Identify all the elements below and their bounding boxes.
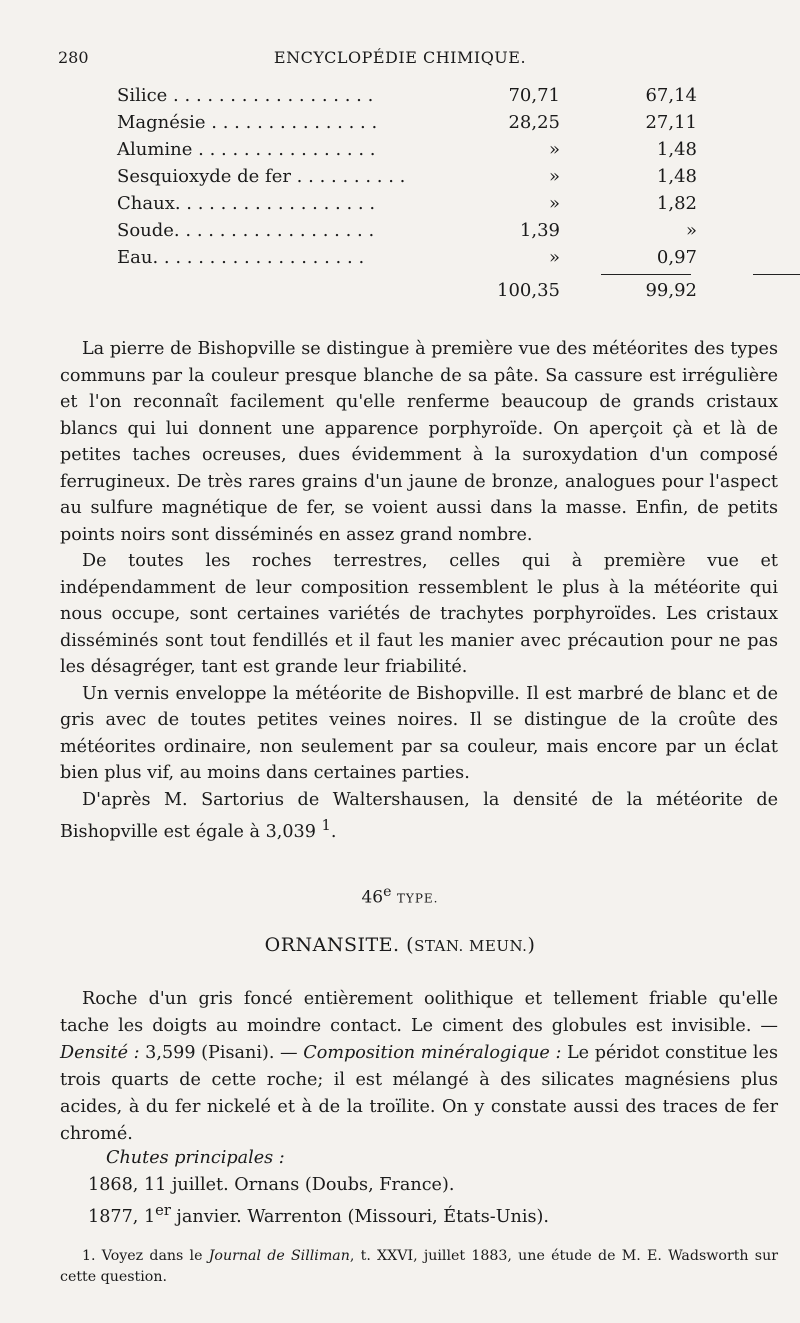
page-header [58, 48, 742, 70]
section-main: ORNANSITE. [264, 934, 400, 956]
list-item: 1868, 11 juillet. Ornans (Doubs, France). [88, 1174, 455, 1195]
section-paren-open: ( [406, 934, 415, 956]
journal-title: Journal de Silliman [208, 1248, 350, 1264]
paragraph: De toutes les roches terrestres, celles qui à première vue et indépendamment de leur composition ressemblent le plus à la météorite qui nous occupe, sont certaines variétés de trachytes porphyroïdes. Les cristaux disséminés sont tout fendillés et il faut les manier avec précaution pour ne pas les désagréger, tant est grande leur friabilité. [60, 551, 778, 677]
row-value-2: 0,97 [656, 247, 697, 268]
row-label: Soude. . . . . . . . . . . . . . . . . . [117, 220, 375, 241]
row-label: Magnésie . . . . . . . . . . . . . . . [117, 112, 378, 133]
row-value-2: 27,11 [645, 112, 697, 133]
row-value-1: » [548, 139, 560, 160]
row-value-1: 1,39 [519, 220, 560, 241]
row-label: Eau. . . . . . . . . . . . . . . . . . . [117, 247, 365, 268]
sum-rule [601, 274, 691, 275]
section-author: STAN. MEUN. [414, 937, 528, 955]
total-value-1: 100,35 [497, 280, 560, 301]
row-value-2: 1,82 [656, 193, 697, 214]
list-item [88, 1198, 549, 1230]
table-row [117, 82, 697, 109]
table-row [117, 244, 697, 271]
row-label: Alumine . . . . . . . . . . . . . . . . [117, 139, 376, 160]
footnote-marker[interactable]: 1 [321, 817, 331, 834]
composition-label: Composition minéralogique : [303, 1043, 562, 1063]
type-word: TYPE. [396, 891, 439, 906]
type-number: 46 [361, 887, 384, 908]
table-row [117, 217, 697, 244]
row-value-1: 70,71 [508, 85, 560, 106]
table-row [117, 109, 697, 136]
footnote [60, 1246, 778, 1288]
row-label: Chaux. . . . . . . . . . . . . . . . . . [117, 193, 376, 214]
page-number: 280 [58, 48, 89, 67]
row-value-2: 67,14 [645, 85, 697, 106]
chutes-title: Chutes principales : [106, 1148, 285, 1168]
footnote-post: , t. XXVI, juillet 1883, une étude de M. E. Wadsworth sur cette question. [60, 1248, 778, 1285]
body-text [60, 336, 778, 845]
row-value-2: 1,48 [656, 166, 697, 187]
row-value-1: » [548, 166, 560, 187]
item-post: janvier. Warrenton (Missouri, États-Unis). [170, 1206, 549, 1227]
sum-rule [753, 274, 800, 275]
densite-label: Densité : [60, 1043, 140, 1063]
section-title [0, 934, 800, 956]
row-value-1: » [548, 247, 560, 268]
row-value-2: 1,48 [656, 139, 697, 160]
table-row [117, 163, 697, 190]
analysis-table [117, 82, 697, 304]
row-label: Silice . . . . . . . . . . . . . . . . . . [117, 85, 374, 106]
row-value-2: » [685, 220, 697, 241]
paragraph: Un vernis enveloppe la météorite de Bishopville. Il est marbré de blanc et de gris avec de toutes petites veines noires. Il se distingue de la croûte des météorites ordinaire, non seulement par sa couleur, mais encore par un éclat bien plus vif, au moins dans certaines parties. [60, 683, 778, 783]
section-paren-close: ) [527, 934, 536, 956]
type-heading [0, 884, 800, 908]
paragraph-text: D'après M. Sartorius de Waltershausen, la densité de la météorite de Bishopville est égale à 3,039 [60, 789, 778, 842]
description [60, 986, 778, 1148]
type-number-sup: e [383, 884, 392, 900]
row-value-1: » [548, 193, 560, 214]
table-row [117, 136, 697, 163]
total-value-2: 99,92 [645, 280, 697, 301]
row-label: Sesquioxyde de fer . . . . . . . . . . [117, 166, 406, 187]
desc-text: Le péridot constitue les trois quarts de cette roche; il est mélangé à des silicates magnésiens plus acides, à du fer nickelé et à de la troïlite. On y constate aussi des traces de fer chromé. [60, 1043, 778, 1144]
footnote-text [60, 1246, 778, 1288]
paragraph [60, 986, 778, 1148]
paragraph: La pierre de Bishopville se distingue à première vue des météorites des types communs par la couleur presque blanche de sa pâte. Sa cassure est irrégulière et l'on reconnaît facilement qu'elle renferme beaucoup de grands cristaux blancs qui lui donnent une apparence porphyroïde. On aperçoit çà et là de petites taches ocreuses, dues évidemment à la suroxydation d'un composé ferrugineux. De très rares grains d'un jaune de bronze, analogues pour l'aspect au sulfure magnétique de fer, se voient aussi dans la masse. Enfin, de petits points noirs sont disséminés en assez grand nombre. [60, 339, 778, 545]
total-row [117, 277, 697, 304]
chutes-list [88, 1145, 549, 1230]
table-row [117, 190, 697, 217]
paragraph: D'après M. Sartorius de Waltershausen, la densité de la météorite de Bishopville est égale à 3,039 $^1$. [60, 789, 778, 842]
item-pre: 1877, 1 [88, 1206, 156, 1227]
densite-value: 3,599 (Pisani). — [139, 1043, 304, 1063]
desc-text: Roche d'un gris foncé entièrement oolithique et tellement friable qu'elle tache les doigts au moindre contact. Le ciment des globules est invisible. — [60, 989, 778, 1036]
running-title: ENCYCLOPÉDIE CHIMIQUE. [273, 48, 527, 67]
footnote-pre: 1. Voyez dans le [82, 1248, 209, 1264]
item-sup: er [155, 1202, 171, 1219]
row-value-1: 28,25 [508, 112, 560, 133]
